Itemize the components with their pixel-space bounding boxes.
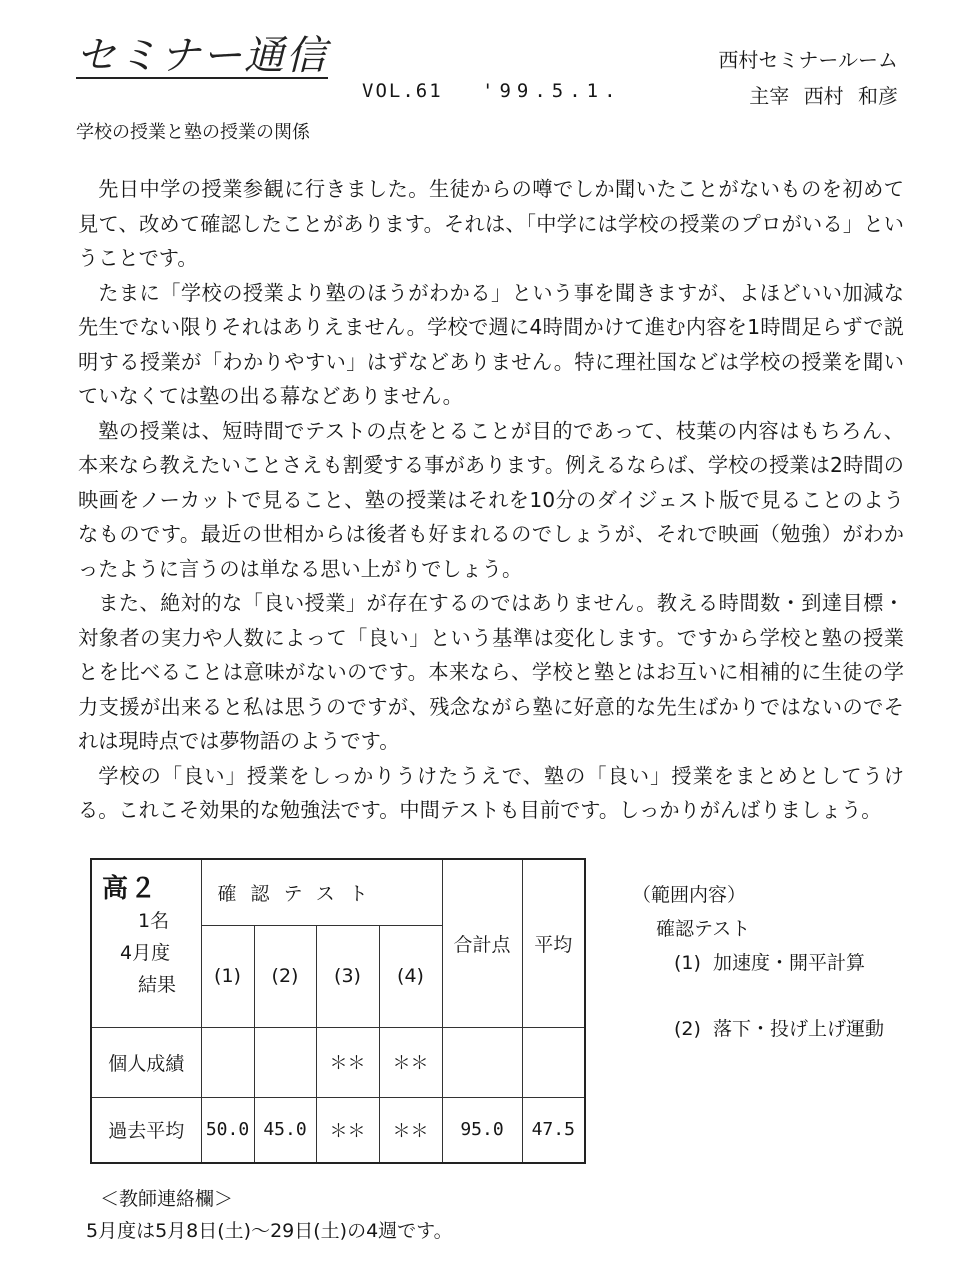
masthead-logo: セミナー通信 [76, 33, 328, 79]
average-header: 平均 [522, 859, 585, 1027]
paragraph: 先日中学の授業参観に行きました。生徒からの噂でしか聞いたことがないものを初めて見て、改めて確認したことがあります。それは、「中学には学校の授業のプロがいる」ということです。 [78, 177, 904, 270]
article-title: 学校の授業と塾の授業の関係 [76, 122, 310, 143]
table-cell [201, 1027, 254, 1097]
article-body [78, 172, 904, 828]
table-cell: ＊＊ [379, 1097, 442, 1163]
sub-header: (2) [254, 925, 316, 1027]
table-cell [522, 1027, 585, 1097]
results-table [90, 858, 586, 1164]
issue-date: '99.5.1. [482, 80, 622, 102]
owner-name: 主宰 西村 和彦 [749, 84, 898, 108]
result-label: 結果 [138, 974, 177, 996]
range-item: (2) 落下・投げ上げ運動 [674, 1018, 884, 1040]
notes-text: 5月度は5月8日(土)～29日(土)の4週です。 [86, 1220, 453, 1242]
notes-heading: ＜教師連絡欄＞ [100, 1188, 234, 1210]
organization-name: 西村セミナールーム [718, 48, 898, 72]
volume-number: VOL.61 [362, 80, 443, 102]
row-label: 個人成績 [91, 1027, 201, 1097]
row-label: 過去平均 [91, 1097, 201, 1163]
table-cell: ＊＊ [316, 1097, 379, 1163]
month-label: 4月度 [120, 942, 171, 964]
test-header: 確認テスト [201, 859, 442, 925]
table-row [91, 1097, 585, 1163]
sub-header: (4) [379, 925, 442, 1027]
table-cell: 95.0 [442, 1097, 522, 1163]
table-cell: 47.5 [522, 1097, 585, 1163]
range-subheading: 確認テスト [656, 918, 751, 940]
student-count: 1名 [138, 910, 170, 932]
paragraph: たまに「学校の授業より塾のほうがわかる」という事を聞きますが、よほどいい加減な先生でない限りそれはありえません。学校で週に4時間かけて進む内容を1時間足らずで説明する授業が「わかりやすい」はずなどありません。特に理社国などは学校の授業を聞いていなくては塾の出る幕などありません。 [78, 280, 904, 408]
grade-label: 高２ [102, 874, 159, 904]
table-cell: ＊＊ [316, 1027, 379, 1097]
range-item: (1) 加速度・開平計算 [674, 952, 865, 974]
sub-header: (1) [201, 925, 254, 1027]
table-cell [442, 1027, 522, 1097]
table-cell [254, 1027, 316, 1097]
table-row [91, 1027, 585, 1097]
sub-header: (3) [316, 925, 379, 1027]
table-cell: 45.0 [254, 1097, 316, 1163]
paragraph: また、絶対的な「良い授業」が存在するのではありません。教える時間数・到達目標・対象者の実力や人数によって「良い」という基準は変化します。ですから学校と塾の授業とを比べることは意味がないのです。本来なら、学校と塾とはお互いに相補的に生徒の学力支援が出来ると私は思うのですが、残念ながら塾に好意的な先生ばかりではないのでそれは現時点では夢物語のようです。 [78, 591, 904, 753]
table-cell: ＊＊ [379, 1027, 442, 1097]
table-corner [91, 859, 201, 1027]
total-header: 合計点 [442, 859, 522, 1027]
range-heading: （範囲内容） [632, 884, 747, 906]
paragraph: 学校の「良い」授業をしっかりうけたうえで、塾の「良い」授業をまとめとしてうける。これこそ効果的な勉強法です。中間テストも目前です。しっかりがんばりましょう。 [78, 763, 904, 822]
table-cell: 50.0 [201, 1097, 254, 1163]
paragraph: 塾の授業は、短時間でテストの点をとることが目的であって、枝葉の内容はもちろん、本来なら教えたいことさえも割愛する事があります。例えるならば、学校の授業は2時間の映画をノーカットで見ること、塾の授業はそれを10分のダイジェスト版で見ることのようなものです。最近の世相からは後者も好まれるのでしょうが、それで映画（勉強）がわかったように言うのは単なる思い上がりでしょう。 [78, 418, 904, 581]
